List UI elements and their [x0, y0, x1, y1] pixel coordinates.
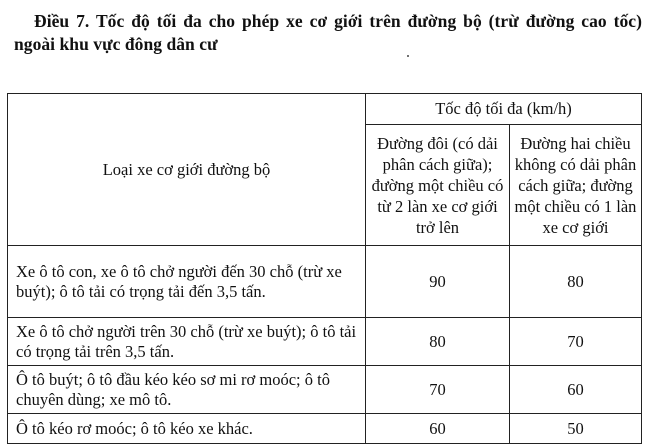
vehicle-type-cell: Ô tô kéo rơ moóc; ô tô kéo xe khác. [8, 414, 366, 444]
divided-speed-cell: 80 [366, 318, 510, 366]
undivided-speed-cell: 50 [510, 414, 642, 444]
vehicle-type-header: Loại xe cơ giới đường bộ [8, 94, 366, 246]
divided-speed-cell: 60 [366, 414, 510, 444]
undivided-speed-cell: 70 [510, 318, 642, 366]
divided-speed-cell: 90 [366, 246, 510, 318]
table-row [8, 318, 642, 366]
undivided-speed-cell: 60 [510, 366, 642, 414]
divided-speed-cell: 70 [366, 366, 510, 414]
speed-limit-table [7, 93, 642, 444]
vehicle-type-cell: Xe ô tô chở người trên 30 chỗ (trừ xe buýt); ô tô tải có trọng tải trên 3,5 tấn. [8, 318, 366, 366]
undivided-speed-cell: 80 [510, 246, 642, 318]
max-speed-header: Tốc độ tối đa (km/h) [366, 94, 642, 125]
article-heading: Điều 7. Tốc độ tối đa cho phép xe cơ giới trên đường bộ (trừ đường cao tốc) ngoài khu vực đông dân cư [14, 11, 642, 54]
undivided-road-header: Đường hai chiều không có dải phân cách giữa; đường một chiều có 1 làn xe cơ giới [510, 125, 642, 246]
table-row [8, 366, 642, 414]
vehicle-type-cell: Ô tô buýt; ô tô đầu kéo kéo sơ mi rơ moóc; ô tô chuyên dùng; xe mô tô. [8, 366, 366, 414]
vehicle-type-cell: Xe ô tô con, xe ô tô chở người đến 30 chỗ (trừ xe buýt); ô tô tải có trọng tải đến 3,5 tấn. [8, 246, 366, 318]
divided-road-header: Đường đôi (có dải phân cách giữa); đường một chiều có từ 2 làn xe cơ giới trở lên [366, 125, 510, 246]
table-header-row [8, 94, 642, 125]
table-row [8, 246, 642, 318]
table-row [8, 414, 642, 444]
scan-speck [407, 55, 409, 57]
